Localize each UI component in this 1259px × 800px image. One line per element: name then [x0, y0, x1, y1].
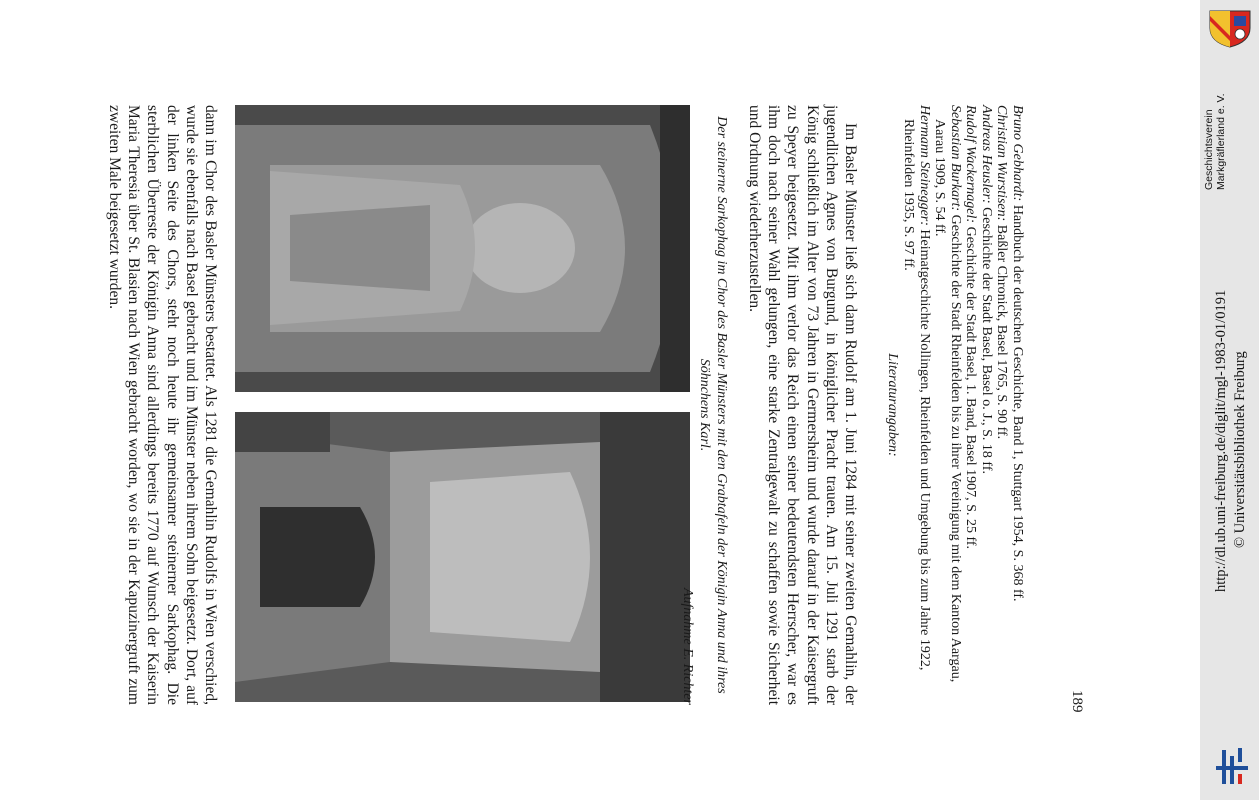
photo-sarcophagus-tomb-panel: [235, 105, 690, 392]
copyright-notice: © Universitätsbibliothek Freiburg: [1232, 351, 1248, 548]
literature-item: Rudolf Wackernagel: Geschichte der Stadt Basel, 1. Band, Basel 1907, S. 25 ff.: [963, 105, 979, 550]
paragraph-1: dann im Chor des Basler Münsters bestattet. Als 1281 die Gemahlin Rudolfs in Wien verschied, wurde sie ebenfalls nach Basel gebracht und im Münster neben ihrem Sohn beigesetzt. Dort, auf der linken Seite des Chors, steht noch heute ihr gemeinsamer steinerner Sarkophag. Die sterblichen Überreste der Königin Anna sind allerdings bereits 1770 auf Wunsch der Kaiserin Maria Theresia über St. Blasien nach Wien gebracht worden, wo sie in der Kapuzinergruft zum zweiten Male beigesetzt wurden.: [105, 105, 219, 705]
literature-item: Christian Wurstisen: Baßler Chronick, Basel 1765, S. 90 ff.: [994, 105, 1010, 440]
photo-caption: [680, 105, 730, 705]
document-url-link[interactable]: http://dl.ub.uni-freiburg.de/diglit/mgl-1983-01/0191: [1213, 289, 1229, 592]
literature-heading: Literaturangaben:: [885, 353, 900, 457]
society-line-2: Markgräflerland e. V.: [1215, 93, 1227, 190]
viewer-sidebar: [1200, 0, 1259, 800]
paragraph-2-block: [745, 105, 860, 705]
literature-item: Hermann Steinegger: Heimatgeschichte Nollingen, Rheinfelden und Umgebung bis zum Jahre 1922, Rheinfelden 1935, S. 97 ff.: [901, 105, 932, 671]
photo-sarcophagus-side: [235, 412, 690, 702]
paragraph-1-block: [105, 105, 220, 705]
society-line-1: Geschichtsverein: [1203, 109, 1215, 190]
paragraph-2: Im Basler Münster ließ sich dann Rudolf am 1. Juni 1284 mit seiner zweiten Gemahlin, der jugendlichen Agnes von Burgund, in königlicher Pracht trauen. Am 15. Juli 1291 starb der König schließlich im Alter von 73 Jahren in Germersheim und wurde darauf in der Kaisergruft zu Speyer beigesetzt. Mit ihm verlor das Reich einen seiner bedeutendsten Herrscher, war es ihm doch nach seiner Wahl gelungen, eine starke Zentralgewalt zu schaffen sowie Sicherheit und Ordnung wiederherzustellen.: [745, 105, 859, 705]
university-library-logo-icon: [1212, 744, 1252, 788]
literature-item: Andreas Heusler: Geschichte der Stadt Basel, Basel o. J., S. 18 ff.: [979, 105, 994, 475]
literature-list: [901, 105, 1025, 705]
coat-of-arms-icon: [1207, 8, 1253, 48]
literature-item: Sebastian Burkart: Geschichte der Stadt Rheinfelden bis zu ihrer Vereinigung mit dem Kanton Aargau, Aarau 1909, S. 54 ff.: [932, 105, 963, 683]
caption-text: Der steinerne Sarkophag im Chor des Basler Münsters mit den Grabtafeln der Königin Anna und ihres Söhnchens Karl.: [697, 116, 729, 694]
society-name: [1203, 50, 1227, 190]
caption-credit: Aufnahme E. Richter: [680, 587, 695, 705]
literature-item: Bruno Gebhardt: Handbuch der deutschen Geschichte, Band 1, Stuttgart 1954, S. 368 ff.: [1010, 105, 1025, 602]
page-number: 189: [1069, 690, 1085, 713]
